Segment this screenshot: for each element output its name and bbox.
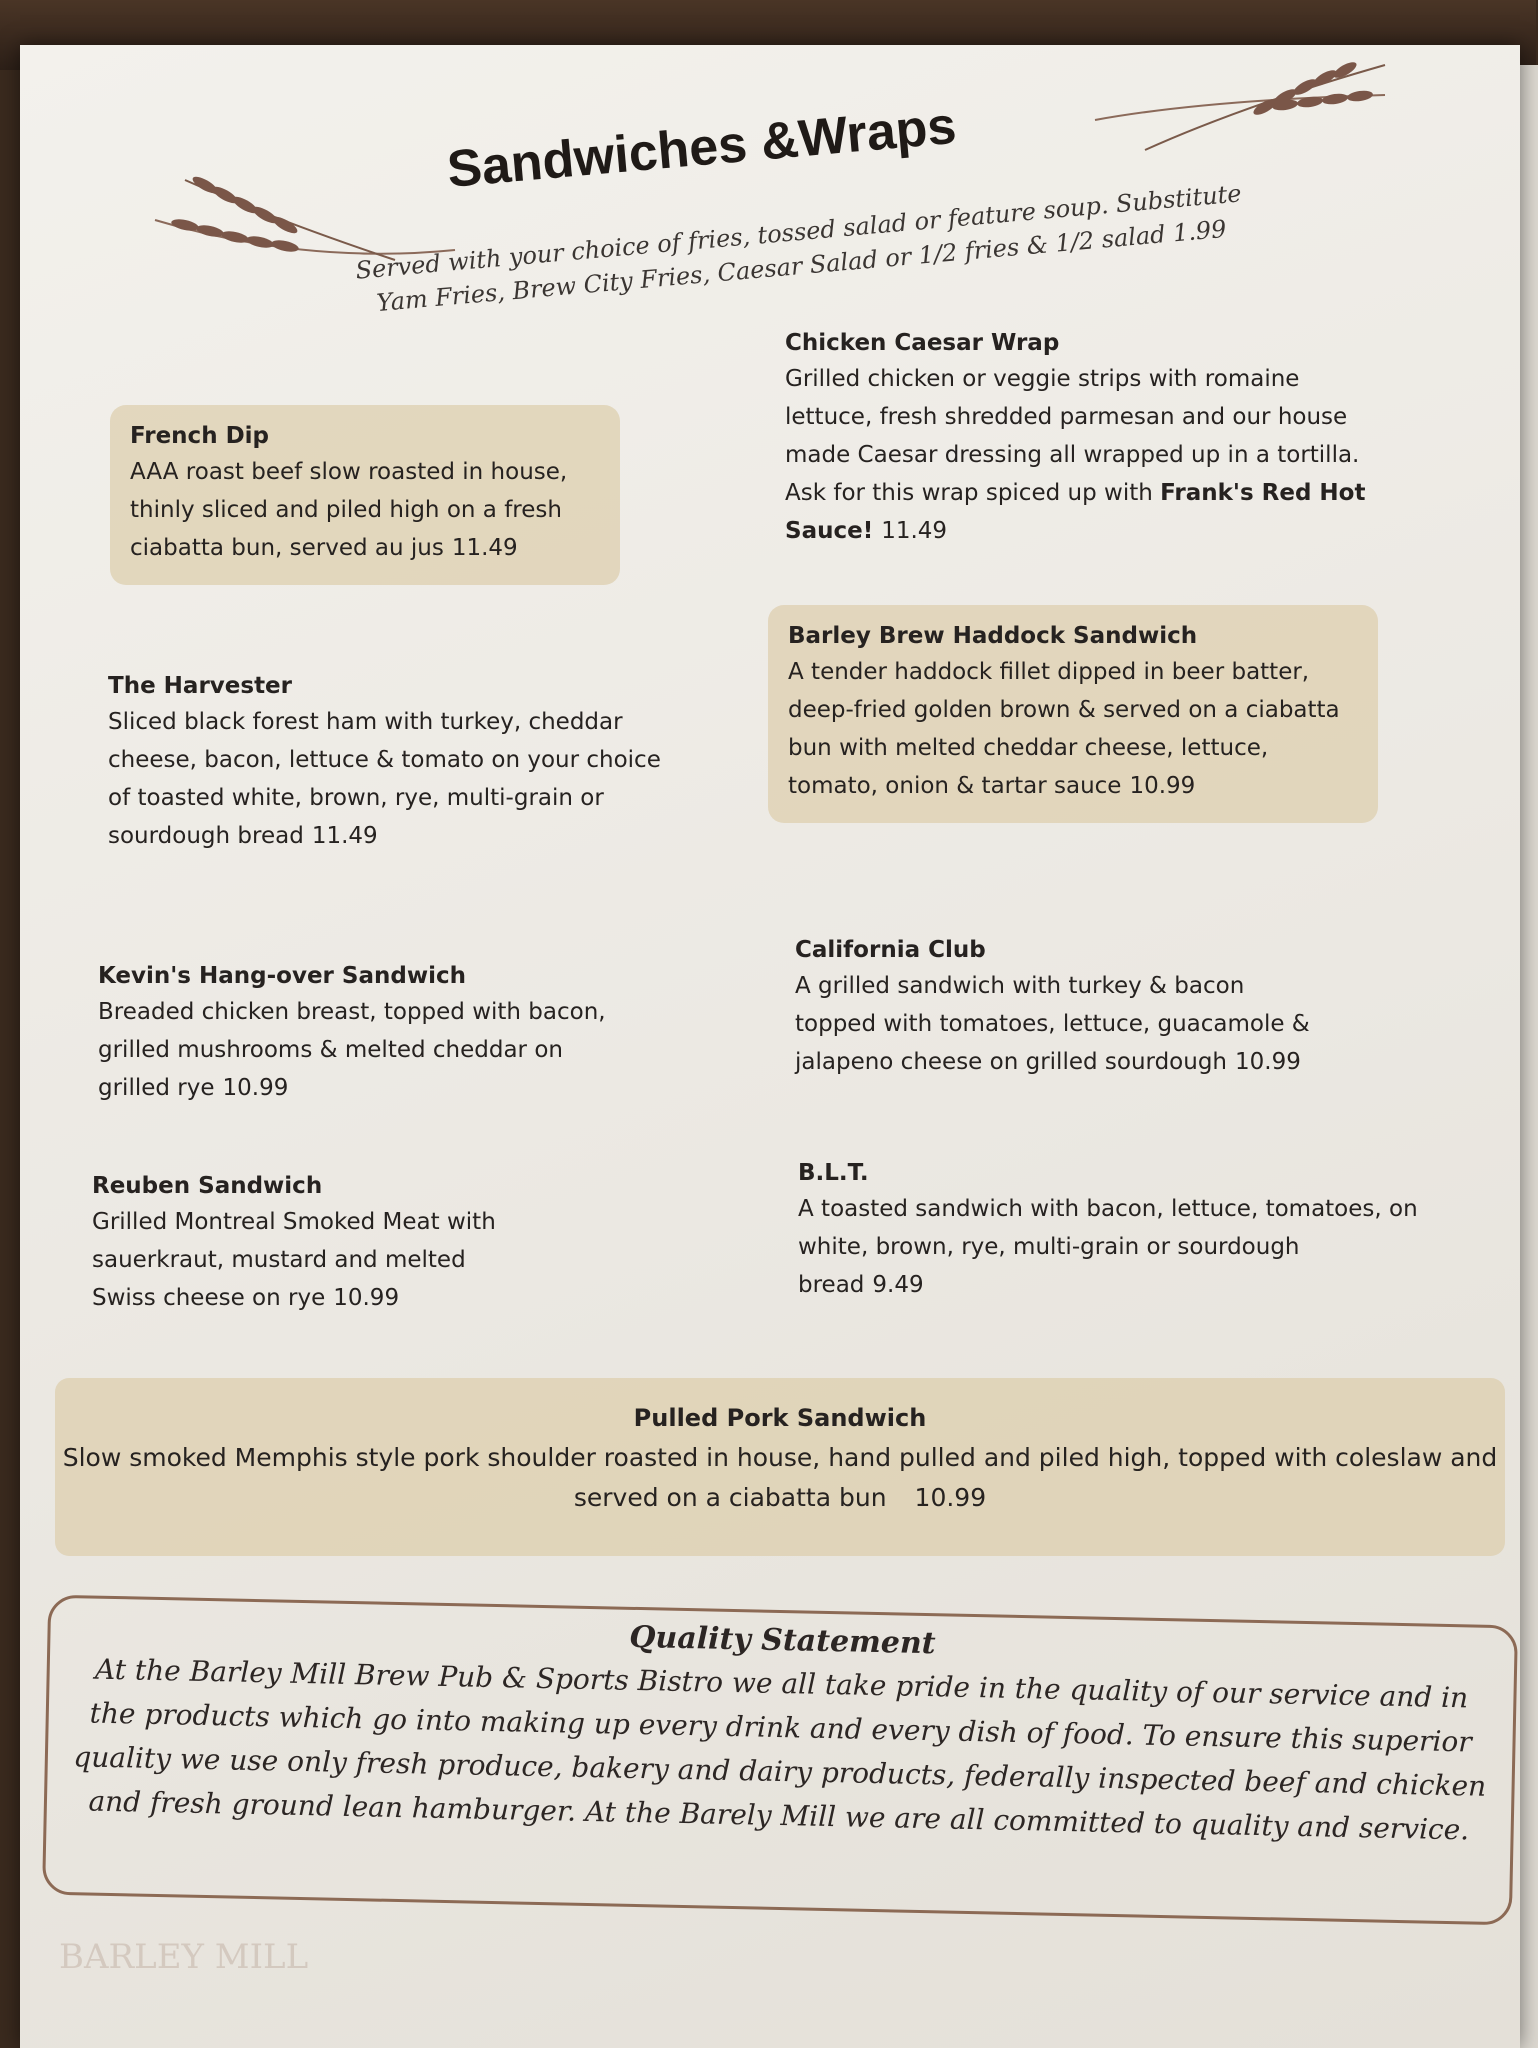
- quality-text: At the Barley Mill Brew Pub & Sports Bistro we all take pride in the quality of our service and in the products which go into making up every drink and every dish of food. To ensure this superior quality we use only fresh produce, bakery and dairy products, federally inspected beef and chicken and fresh ground lean hamburger. At the Barely Mill we are all committed to quality and service.: [73, 1652, 1487, 1847]
- menu-item: [785, 330, 1385, 550]
- wheat-right-icon: [1085, 45, 1405, 175]
- item-price: 11.49: [451, 535, 518, 561]
- item-description: A tender haddock fillet dipped in beer batter, deep-fried golden brown & served on a ciabatta bun with melted cheddar cheese, lettuce, tomato, onion & tartar sauce: [788, 659, 1340, 799]
- item-name: French Dip: [130, 423, 270, 449]
- item-name: Pulled Pork Sandwich: [633, 1404, 927, 1432]
- menu-item: [768, 605, 1378, 823]
- menu-item: [798, 1160, 1418, 1304]
- item-price: 10.99: [333, 1285, 400, 1311]
- item-price: 11.49: [311, 823, 378, 849]
- item-name: B.L.T.: [798, 1160, 869, 1186]
- item-price: 10.99: [914, 1483, 987, 1512]
- item-description: A grilled sandwich with turkey & bacon topped with tomatoes, lettuce, guacamole & jalapeno cheese on grilled sourdough: [795, 973, 1310, 1075]
- item-price: 10.99: [1129, 773, 1196, 799]
- sides-note: Served with your choice of fries, tossed salad or feature soup. Substitute Yam Fries, Brew City Fries, Caesar Salad or 1/2 fries & 1/2 salad 1.99: [354, 179, 1243, 318]
- item-name: Chicken Caesar Wrap: [785, 330, 1060, 356]
- item-name: Barley Brew Haddock Sandwich: [788, 623, 1198, 649]
- quality-statement-box: [42, 1595, 1518, 1926]
- page-title: Sandwiches &Wraps: [444, 96, 959, 200]
- menu-item: [795, 937, 1325, 1081]
- item-name: Kevin's Hang-over Sandwich: [98, 963, 466, 989]
- menu-item: [92, 1173, 512, 1317]
- item-price: 9.49: [872, 1272, 924, 1298]
- item-name: California Club: [795, 937, 986, 963]
- logo-text: BARLEY MILL: [59, 1937, 309, 1977]
- item-price: 10.99: [1235, 1049, 1301, 1075]
- item-description: Breaded chicken breast, topped with bacon, grilled mushrooms & melted cheddar on grilled rye: [98, 999, 606, 1101]
- barley-mill-logo: [55, 1928, 309, 2023]
- item-price: 11.49: [881, 518, 948, 544]
- item-description: Sliced black forest ham with turkey, cheddar cheese, bacon, lettuce & tomato on your choice of toasted white, brown, rye, multi-grain or sourdough bread: [108, 709, 661, 849]
- item-description: Grilled chicken or veggie strips with romaine lettuce, fresh shredded parmesan and our house made Caesar dressing all wrapped up in a tortilla. Ask for this wrap spiced up with: [785, 366, 1360, 506]
- item-description: Grilled Montreal Smoked Meat with sauerkraut, mustard and melted Swiss cheese on rye: [92, 1209, 496, 1311]
- item-description: AAA roast beef slow roasted in house, thinly sliced and piled high on a fresh ciabatta bun, served au jus: [130, 459, 568, 561]
- menu-item: [98, 963, 608, 1107]
- item-highlight: Frank's Red Hot Sauce!: [785, 480, 1366, 544]
- featured-item: [55, 1378, 1505, 1556]
- item-name: The Harvester: [108, 673, 292, 699]
- item-description: Slow smoked Memphis style pork shoulder roasted in house, hand pulled and piled high, topped with coleslaw and served on a ciabatta bun: [62, 1443, 1498, 1512]
- item-description: A toasted sandwich with bacon, lettuce, tomatoes, on white, brown, rye, multi-grain or sourdough bread: [798, 1196, 1418, 1298]
- item-name: Reuben Sandwich: [92, 1173, 323, 1199]
- menu-item: [108, 673, 668, 855]
- quality-title: Quality Statement: [628, 1619, 936, 1662]
- item-price: 10.99: [222, 1075, 289, 1101]
- menu-item: [110, 405, 620, 585]
